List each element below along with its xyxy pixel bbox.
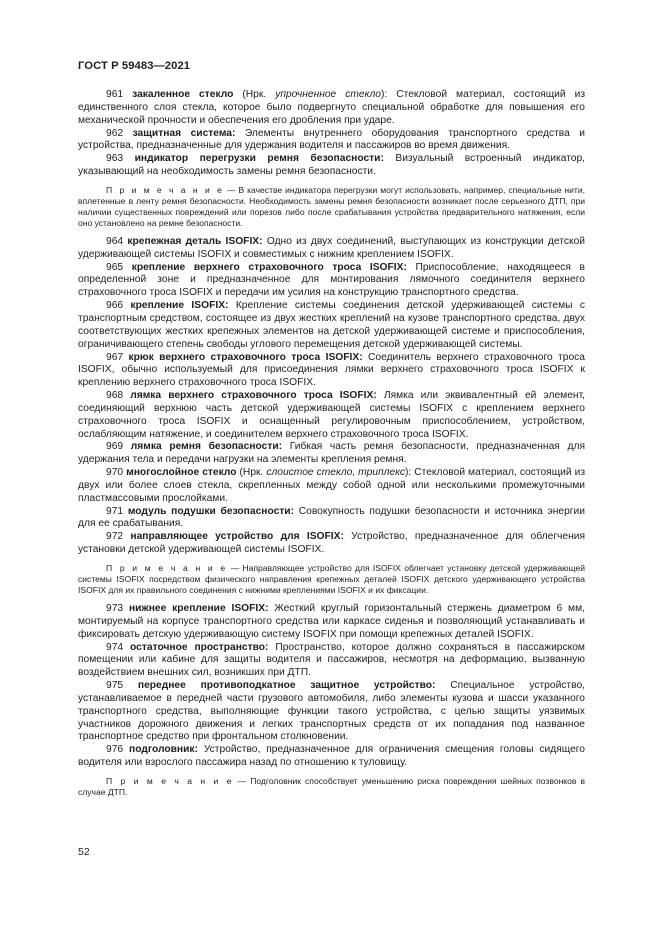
document-header: ГОСТ Р 59483—2021 bbox=[78, 60, 191, 72]
entry-963: 963 индикатор перегрузки ремня безопасности: Визуальный встроенный индикатор, указывающий на необходимость замены ремня безопасности. bbox=[78, 153, 585, 178]
term: лямка верхнего страховочного троса ISOFIX: bbox=[130, 390, 377, 402]
term: защитная система: bbox=[132, 127, 236, 139]
term: модуль подушки безопасности: bbox=[127, 505, 295, 517]
entry-976: 976 подголовник: Устройство, предназначенное для ограничения смещения головы сидящего водителя или взрослого пассажира назад по отношению к туловищу. bbox=[78, 744, 585, 769]
term: многослойное стекло bbox=[126, 467, 237, 479]
entry-974: 974 остаточное пространство: Пространство, которое должно сохраняться в пассажирском помещении или кабине для защиты водителя и пассажиров, несмотря на деформацию, вызванную воздействием внешних сил, возникших при ДТП. bbox=[78, 641, 585, 679]
term: крюк верхнего страховочного троса ISOFIX: bbox=[128, 351, 363, 363]
note-976: П р и м е ч а н и е — Подголовник способствует уменьшению риска повреждения шейных позвонков в случае ДТП. bbox=[78, 775, 585, 797]
term: подголовник: bbox=[129, 744, 198, 756]
term: закаленное стекло bbox=[132, 89, 234, 100]
entry-964: 964 крепежная деталь ISOFIX: Одно из двух соединений, выступающих из конструкции детской удерживающей системы ISOFIX и совместимых с нижним креплением ISOFIX. bbox=[78, 235, 585, 260]
entry-973: 973 нижнее крепление ISOFIX: Жесткий круглый горизонтальный стержень диаметром 6 мм, монтируемый на корпусе транспортного средства или каркасе сиденья и позволяющий устанавливать и фиксировать детскую удерживающую систему ISOFIX при помощи крепежных деталей ISOFIX. bbox=[78, 603, 585, 640]
term: нижнее крепление ISOFIX: bbox=[128, 603, 269, 614]
term: переднее противоподкатное защитное устройство: bbox=[137, 680, 436, 692]
entry-965: 965 крепление верхнего страховочного троса ISOFIX: Приспособление, находящееся в определенной зоне и предназначенное для монтирования лямочного соединителя верхнего страховочного троса ISOFIX и передачи им усилия на конструкцию транспортного средства. bbox=[78, 261, 585, 299]
term: крепление верхнего страховочного троса ISOFIX: bbox=[131, 261, 407, 273]
entry-971: 971 модуль подушки безопасности: Совокупность подушки безопасности и источника энергии для ее срабатывания. bbox=[78, 505, 585, 530]
entry-968: 968 лямка верхнего страховочного троса ISOFIX: Лямка или эквивалентный ей элемент, соединяющий верхнюю часть детской удерживающей системы ISOFIX с креплением верхнего страховочного троса ISOFIX и оснащенный регулировочным приспособлением, устройством, ослабляющим натяжение, и соединителем верхнего страховочного троса ISOFIX. bbox=[78, 390, 585, 440]
term: индикатор перегрузки ремня безопасности: bbox=[134, 153, 384, 165]
term: крепление ISOFIX: bbox=[130, 300, 229, 312]
entry-966: 966 крепление ISOFIX: Крепление системы соединения детской удерживающей системы с транспортным средством, состоящее из двух жестких креплений на кузове транспортного средства, двух соответствующих жестких крепежных элементов на детской удерживающей системе и приспособления, ограничивающего степень свободы углового перемещения детской удерживающей системы. bbox=[78, 300, 585, 350]
note-963: П р и м е ч а н и е — В качестве индикатора перегрузки могут использовать, например, специальные нити, вплетенные в ленту ремня безопасности. Необходимость замены ремня безопасности возникает после серьезного ДТП, при наличии существенных повреждений или порезов либо после срабатывания устройства предварительного натяжения, если оно установлено на ремне безопасности. bbox=[78, 184, 585, 228]
note-972: П р и м е ч а н и е — Направляющее устройство для ISOFIX облегчает установку детской удерживающей системы ISOFIX посредством физического направления крепежных деталей ISOFIX детского удерживающего устройства ISOFIX для их правильного соединения с нижними креплениями ISOFIX и их фиксации. bbox=[78, 563, 585, 595]
entry-972: 972 направляющее устройство для ISOFIX: Устройство, предназначенное для облегчения установки детской удерживающей системы ISOFIX. bbox=[78, 531, 586, 556]
entry-975: 975 переднее противоподкатное защитное устройство: Специальное устройство, устанавливаемое в передней части грузового автомобиля, либо элементы кузова и шасси указанного транспортного средства, выполняющие функции такого устройства, с целью защиты уязвимых участников дорожного движения и легких транспортных средств от их попадания под названное транспортное средство при фронтальном столкновении. bbox=[78, 680, 585, 743]
page-number: 52 bbox=[78, 846, 90, 858]
term: крепежная деталь ISOFIX: bbox=[127, 235, 263, 247]
entry-962: 962 защитная система: Элементы внутреннего оборудования транспортного средства и устройства, предназначенные для удержания водителя и пассажиров во время движения. bbox=[78, 127, 586, 152]
term: направляющее устройство для ISOFIX: bbox=[130, 531, 344, 543]
document-body bbox=[78, 89, 585, 805]
term: лямка ремня безопасности: bbox=[130, 441, 283, 453]
entry-961: 961 закаленное стекло (Нрк. упрочненное стекло): Стекловой материал, состоящий из единственного слоя стекла, которое было подвергнуто специальной обработке для повышения его механической прочности и обеспечения его дробления при ударе. bbox=[78, 89, 586, 126]
entry-967: 967 крюк верхнего страховочного троса ISOFIX: Соединитель верхнего страховочного троса ISOFIX, обычно используемый для присоединения лямки верхнего страховочного троса ISOFIX к креплению верхнего страховочного троса ISOFIX. bbox=[78, 351, 585, 389]
term: остаточное пространство: bbox=[130, 641, 269, 653]
entry-969: 969 лямка ремня безопасности: Гибкая часть ремня безопасности, предназначенная для удержания тела и передачи нагрузки на элементы крепления ремня. bbox=[78, 441, 585, 466]
entry-970: 970 многослойное стекло (Нрк. слоистое стекло, триплекс): Стекловой материал, состоящий из двух или более слоев стекла, скрепленных между собой одной или несколькими промежуточными пластмассовыми прослойками. bbox=[78, 467, 586, 504]
